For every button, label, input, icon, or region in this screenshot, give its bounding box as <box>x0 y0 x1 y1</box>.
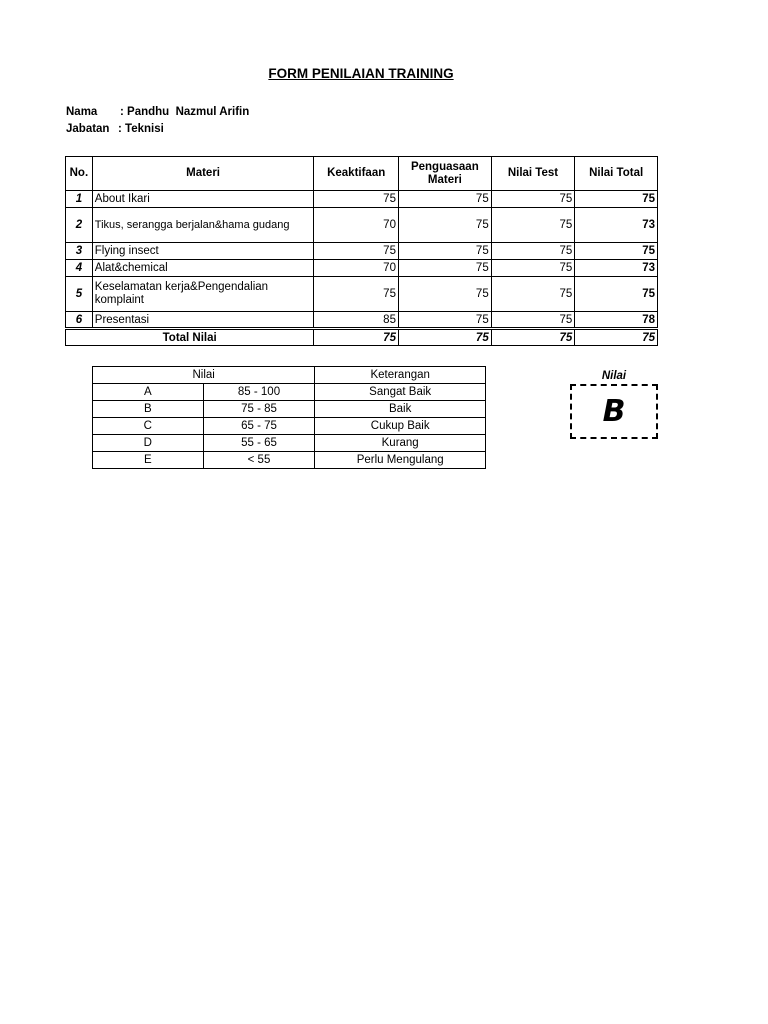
row-materi: Flying insect <box>92 243 314 260</box>
grade-range: 75 - 85 <box>203 401 315 418</box>
row-keaktifan: 85 <box>314 312 399 329</box>
final-grade-label: Nilai <box>601 370 627 382</box>
nama-label: Nama <box>66 106 98 118</box>
total-row <box>66 329 658 346</box>
row-nilai-test: 75 <box>491 260 575 277</box>
row-nilai-test: 75 <box>491 208 575 243</box>
grade-row <box>93 401 486 418</box>
row-penguasaan: 75 <box>398 208 491 243</box>
row-materi: Alat&chemical <box>92 260 314 277</box>
row-keaktifan: 75 <box>314 243 399 260</box>
grade-letter: D <box>93 435 204 452</box>
row-no: 6 <box>66 312 93 329</box>
row-penguasaan: 75 <box>398 243 491 260</box>
score-table <box>65 156 658 346</box>
total-label: Total Nilai <box>66 329 314 346</box>
row-nilai-test: 75 <box>491 277 575 312</box>
grade-row <box>93 452 486 469</box>
row-materi: Presentasi <box>92 312 314 329</box>
row-penguasaan: 75 <box>398 312 491 329</box>
total-keaktifan: 75 <box>314 329 399 346</box>
table-row <box>66 260 658 277</box>
grade-header-nilai: Nilai <box>93 367 315 384</box>
grade-range: 85 - 100 <box>203 384 315 401</box>
header-materi: Materi <box>92 157 314 191</box>
row-keaktifan: 75 <box>314 277 399 312</box>
form-title: FORM PENILAIAN TRAINING <box>268 66 454 81</box>
row-penguasaan: 75 <box>398 277 491 312</box>
row-keaktifan: 70 <box>314 260 399 277</box>
table-row <box>66 312 658 329</box>
row-nilai-test: 75 <box>491 243 575 260</box>
table-row <box>66 208 658 243</box>
jabatan-row <box>66 123 164 135</box>
row-nilai-total: 75 <box>575 243 658 260</box>
row-nilai-total: 73 <box>575 260 658 277</box>
nama-value: : Pandhu Nazmul Arifin <box>120 106 250 118</box>
table-row <box>66 277 658 312</box>
grade-letter: E <box>93 452 204 469</box>
row-nilai-total: 75 <box>575 277 658 312</box>
header-penguasaan: Penguasaan Materi <box>398 157 491 191</box>
grade-row <box>93 435 486 452</box>
grade-keterangan: Kurang <box>315 435 486 452</box>
row-nilai-test: 75 <box>491 191 575 208</box>
row-keaktifan: 70 <box>314 208 399 243</box>
grade-range: 55 - 65 <box>203 435 315 452</box>
jabatan-value: : Teknisi <box>118 123 164 135</box>
grade-range: < 55 <box>203 452 315 469</box>
total-nilai-total: 75 <box>575 329 658 346</box>
row-nilai-test: 75 <box>491 312 575 329</box>
grade-row <box>93 418 486 435</box>
grade-keterangan: Baik <box>315 401 486 418</box>
row-no: 1 <box>66 191 93 208</box>
grade-letter: C <box>93 418 204 435</box>
header-keaktifan: Keaktifaan <box>314 157 399 191</box>
row-nilai-total: 73 <box>575 208 658 243</box>
grade-table-header <box>93 367 486 384</box>
row-no: 3 <box>66 243 93 260</box>
final-grade-value: B <box>602 394 626 429</box>
header-no: No. <box>66 157 93 191</box>
score-table-header <box>66 157 658 191</box>
row-nilai-total: 75 <box>575 191 658 208</box>
row-no: 2 <box>66 208 93 243</box>
row-materi: Tikus, serangga berjalan&hama gudang <box>92 208 314 243</box>
total-nilai-test: 75 <box>491 329 575 346</box>
row-no: 5 <box>66 277 93 312</box>
jabatan-label: Jabatan <box>66 123 110 135</box>
grade-letter: A <box>93 384 204 401</box>
nama-row <box>66 106 249 118</box>
grade-row <box>93 384 486 401</box>
grade-keterangan: Sangat Baik <box>315 384 486 401</box>
table-row <box>66 191 658 208</box>
row-materi: Keselamatan kerja&Pengendalian komplaint <box>92 277 314 312</box>
table-row <box>66 243 658 260</box>
grade-header-keterangan: Keterangan <box>315 367 486 384</box>
grade-table <box>92 366 486 469</box>
grade-letter: B <box>93 401 204 418</box>
row-materi: About Ikari <box>92 191 314 208</box>
row-no: 4 <box>66 260 93 277</box>
row-keaktifan: 75 <box>314 191 399 208</box>
row-penguasaan: 75 <box>398 191 491 208</box>
final-grade-box <box>570 384 658 439</box>
grade-keterangan: Perlu Mengulang <box>315 452 486 469</box>
header-nilai-total: Nilai Total <box>575 157 658 191</box>
header-nilai-test: Nilai Test <box>491 157 575 191</box>
row-nilai-total: 78 <box>575 312 658 329</box>
row-penguasaan: 75 <box>398 260 491 277</box>
grade-keterangan: Cukup Baik <box>315 418 486 435</box>
total-penguasaan: 75 <box>398 329 491 346</box>
grade-range: 65 - 75 <box>203 418 315 435</box>
